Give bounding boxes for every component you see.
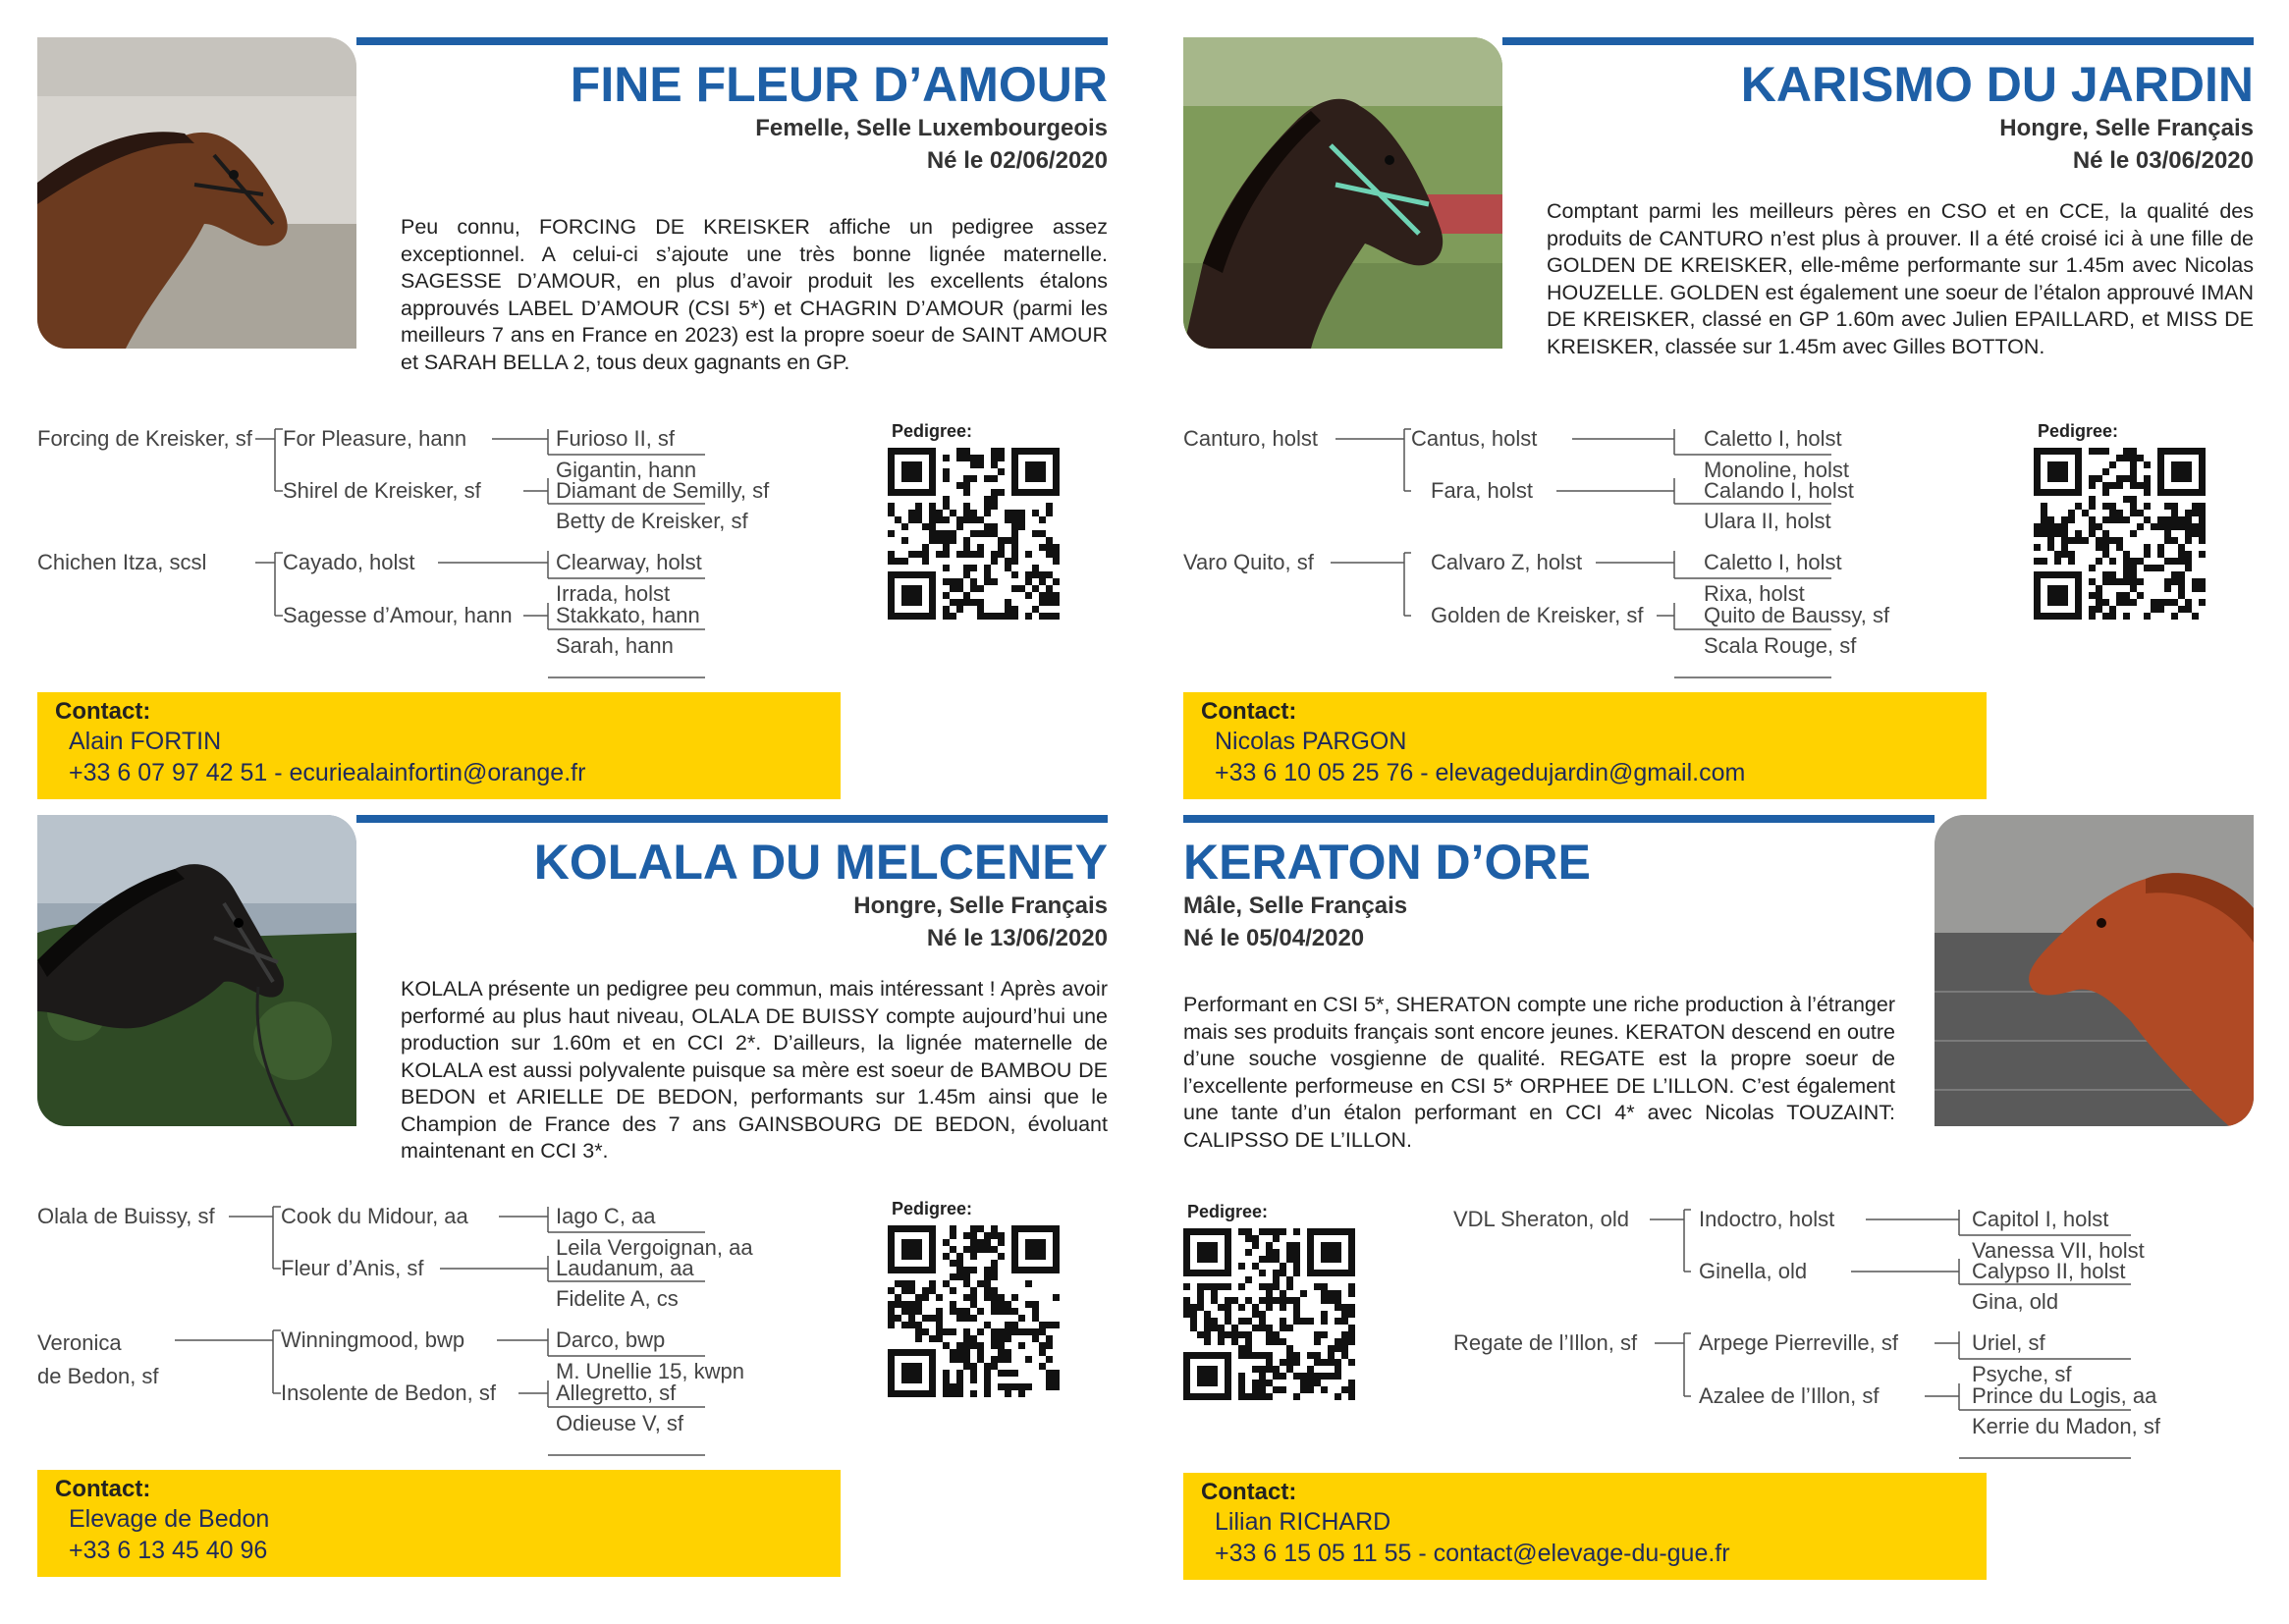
pedigree-gen3: Allegretto, sf	[556, 1380, 677, 1405]
pedigree-gen2: Golden de Kreisker, sf	[1431, 603, 1644, 627]
contact-name: Lilian RICHARD	[1215, 1508, 1391, 1536]
horse-name: KARISMO DU JARDIN	[1740, 57, 2254, 112]
pedigree-gen3: Iago C, aa	[556, 1204, 656, 1228]
pedigree-gen3: Fidelite A, cs	[556, 1286, 679, 1311]
pedigree-gen3: Calypso II, holst	[1972, 1259, 2126, 1283]
horse-description: Peu connu, FORCING DE KREISKER affiche un pedigree assez exceptionnel. A celui-ci s’ajoute une très bonne lignée maternelle. SAGESSE D’AMOUR, en plus d’avoir produit les excellents étalons approuvés LABEL D’AMOUR (CSI 5*) et CHAGRIN D’AMOUR (parmi les meilleurs 7 ans en France en 2023) est la propre soeur de SAINT AMOUR et SARAH BELLA 2, tous deux gagnants en GP.	[401, 215, 1108, 374]
pedigree-connectors	[1183, 425, 2067, 690]
pedigree-gen3: Scala Rouge, sf	[1704, 633, 1857, 658]
pedigree-gen3: Caletto I, holst	[1704, 550, 1842, 574]
horse-card-fine-fleur	[37, 37, 1108, 813]
horse-description: KOLALA présente un pedigree peu commun, mais intéressant ! Après avoir performé au plus haut niveau, OLALA DE BUISSY compte aujourd’hui une production sur 1.60m et en CCI 2*. D’ailleurs, la lignée maternelle de KOLALA est aussi polyvalente puisque sa mère est soeur de BAMBOU DE BEDON et ARIELLE DE BEDON, performants sur 1.45m ainsi que le Champion de France des 7 ans GAINSBOURG DE BEDON, évoluant maintenant en CCI 3*.	[401, 977, 1108, 1163]
pedigree-tree	[1183, 425, 2067, 690]
pedigree-qr-block	[888, 1198, 1064, 1397]
pedigree-connectors	[37, 1203, 921, 1468]
pedigree-sire: Forcing de Kreisker, sf	[37, 426, 252, 451]
pedigree-gen3: Prince du Logis, aa	[1972, 1383, 2157, 1408]
contact-phone-email[interactable]: +33 6 15 05 11 55 - contact@elevage-du-gue.fr	[1215, 1540, 1730, 1567]
pedigree-gen3: Stakkato, hann	[556, 603, 700, 627]
contact-box	[1183, 1473, 1987, 1580]
horse-card-keraton	[1183, 815, 2254, 1591]
horse-name: FINE FLEUR D’AMOUR	[570, 57, 1108, 112]
pedigree-dam: Veronica de Bedon, sf	[37, 1330, 159, 1388]
horse-card-kolala	[37, 815, 1108, 1591]
pedigree-gen2: Cayado, holst	[283, 550, 415, 574]
contact-name: Nicolas PARGON	[1215, 728, 1407, 755]
pedigree-gen3: M. Unellie 15, kwpn	[556, 1359, 744, 1383]
pedigree-gen3: Monoline, holst	[1704, 458, 1849, 482]
pedigree-gen2: Fleur d’Anis, sf	[281, 1256, 424, 1280]
pedigree-gen2: Insolente de Bedon, sf	[281, 1380, 496, 1405]
qr-code-icon[interactable]	[888, 1225, 1060, 1397]
horse-name: KERATON D’ORE	[1183, 835, 1591, 890]
title-rule	[356, 815, 1108, 823]
sex-breed: Hongre, Selle Français	[853, 893, 1108, 919]
pedigree-gen3: Vanessa VII, holst	[1972, 1238, 2145, 1263]
birth-date: Né le 13/06/2020	[926, 925, 1108, 951]
pedigree-gen3: Gigantin, hann	[556, 458, 697, 482]
contact-heading: Contact:	[1201, 1479, 1297, 1505]
contact-name: Elevage de Bedon	[69, 1505, 270, 1533]
contact-phone-email[interactable]: +33 6 07 97 42 51 - ecuriealainfortin@orange.fr	[69, 759, 586, 786]
pedigree-gen2: Arpege Pierreville, sf	[1699, 1330, 1898, 1355]
pedigree-qr-label: Pedigree:	[2038, 421, 2119, 441]
pedigree-gen2: Azalee de l’Illon, sf	[1699, 1383, 1880, 1408]
pedigree-gen3: Irrada, holst	[556, 581, 671, 606]
dark-bay-horse-photo	[1183, 37, 1502, 349]
pedigree-gen3: Laudanum, aa	[556, 1256, 694, 1280]
horse-photo	[1935, 815, 2254, 1126]
pedigree-qr-block	[888, 420, 1064, 620]
contact-heading: Contact:	[1201, 698, 1297, 725]
qr-code-icon[interactable]	[1183, 1228, 1355, 1400]
horse-description: Performant en CSI 5*, SHERATON compte une riche production à l’étranger mais ses produits français sont encore jeunes. KERATON descend en outre d’une souche vosgienne de qualité. REGATE est la propre soeur de l’excellente performeuse en CSI 5* ORPHEE DE L’ILLON. C’est également une tante d’un étalon performant en CCI 4* avec Nicolas TOUZAINT: CALIPSSO DE L’ILLON.	[1183, 993, 1895, 1152]
pedigree-gen3: Kerrie du Madon, sf	[1972, 1414, 2160, 1438]
horse-photo	[37, 37, 356, 349]
bay-horse-photo	[37, 37, 356, 349]
pedigree-gen2: Indoctro, holst	[1699, 1207, 1835, 1231]
horse-name: KOLALA DU MELCENEY	[533, 835, 1108, 890]
contact-heading: Contact:	[55, 1476, 151, 1502]
birth-date: Né le 05/04/2020	[1183, 925, 1365, 951]
horse-card-karismo	[1183, 37, 2254, 813]
horse-photo	[1183, 37, 1502, 349]
pedigree-gen2: For Pleasure, hann	[283, 426, 467, 451]
pedigree-tree	[37, 1203, 921, 1468]
pedigree-sire: VDL Sheraton, old	[1453, 1207, 1629, 1231]
qr-code-icon[interactable]	[888, 448, 1060, 620]
chestnut-horse-photo	[1935, 815, 2254, 1126]
pedigree-gen3: Capitol I, holst	[1972, 1207, 2109, 1231]
pedigree-gen3: Quito de Baussy, sf	[1704, 603, 1890, 627]
pedigree-qr-label: Pedigree:	[892, 1199, 973, 1218]
pedigree-gen3: Uriel, sf	[1972, 1330, 2045, 1355]
pedigree-dam: Chichen Itza, scsl	[37, 550, 207, 574]
sex-breed: Hongre, Selle Français	[1999, 115, 2254, 141]
title-rule	[1183, 815, 1935, 823]
contact-phone-email[interactable]: +33 6 13 45 40 96	[69, 1537, 268, 1564]
pedigree-gen3: Ulara II, holst	[1704, 509, 1831, 533]
pedigree-qr-label: Pedigree:	[892, 421, 973, 441]
pedigree-qr-block	[2034, 420, 2210, 620]
pedigree-gen3: Diamant de Semilly, sf	[556, 478, 770, 503]
sex-breed: Mâle, Selle Français	[1183, 893, 1408, 919]
sex-breed: Femelle, Selle Luxembourgeois	[755, 115, 1108, 141]
title-rule	[1502, 37, 2254, 45]
pedigree-gen3: Rixa, holst	[1704, 581, 1805, 606]
pedigree-dam: Varo Quito, sf	[1183, 550, 1314, 574]
pedigree-sire: Canturo, holst	[1183, 426, 1318, 451]
horse-photo	[37, 815, 356, 1126]
pedigree-qr-block	[1183, 1201, 1360, 1400]
contact-name: Alain FORTIN	[69, 728, 222, 755]
pedigree-gen3: Psyche, sf	[1972, 1362, 2072, 1386]
pedigree-tree	[37, 425, 921, 690]
pedigree-gen2: Calvaro Z, holst	[1431, 550, 1583, 574]
pedigree-sire: Olala de Buissy, sf	[37, 1204, 215, 1228]
contact-phone-email[interactable]: +33 6 10 05 25 76 - elevagedujardin@gmail.com	[1215, 759, 1746, 786]
pedigree-gen2: Cook du Midour, aa	[281, 1204, 468, 1228]
pedigree-gen3: Leila Vergoignan, aa	[556, 1235, 753, 1260]
pedigree-gen3: Gina, old	[1972, 1289, 2059, 1314]
pedigree-gen3: Calando I, holst	[1704, 478, 1854, 503]
contact-box	[1183, 692, 1987, 799]
contact-box	[37, 1470, 841, 1577]
pedigree-dam: Regate de l’Illon, sf	[1453, 1330, 1638, 1355]
birth-date: Né le 03/06/2020	[2072, 147, 2254, 174]
pedigree-gen2: Fara, holst	[1431, 478, 1533, 503]
pedigree-gen3: Darco, bwp	[556, 1327, 666, 1352]
pedigree-gen3: Caletto I, holst	[1704, 426, 1842, 451]
pedigree-gen2: Ginella, old	[1699, 1259, 1808, 1283]
pedigree-qr-label: Pedigree:	[1187, 1202, 1269, 1221]
qr-code-icon[interactable]	[2034, 448, 2206, 620]
pedigree-gen3: Sarah, hann	[556, 633, 674, 658]
pedigree-gen2: Winningmood, bwp	[281, 1327, 465, 1352]
pedigree-gen3: Odieuse V, sf	[556, 1411, 684, 1435]
pedigree-gen2: Shirel de Kreisker, sf	[283, 478, 481, 503]
horse-description: Comptant parmi les meilleurs pères en CSO et en CCE, la qualité des produits de CANTURO n’est plus à prouver. Il a été croisé ici à une fille de GOLDEN DE KREISKER, elle-même performante sur 1.45m avec Nicolas HOUZELLE. GOLDEN est également une soeur de l’étalon approuvé IMAN DE KREISKER, classé en GP 1.60m avec Julien EPAILLARD, et MISS DE KREISKER, classée sur 1.45m avec Gilles BOTTON.	[1547, 199, 2254, 358]
pedigree-gen2: Cantus, holst	[1411, 426, 1538, 451]
title-rule	[356, 37, 1108, 45]
birth-date: Né le 02/06/2020	[926, 147, 1108, 174]
pedigree-gen3: Clearway, holst	[556, 550, 702, 574]
black-horse-photo	[37, 815, 356, 1126]
pedigree-tree	[1453, 1206, 2239, 1471]
contact-box	[37, 692, 841, 799]
contact-heading: Contact:	[55, 698, 151, 725]
pedigree-gen3: Betty de Kreisker, sf	[556, 509, 748, 533]
pedigree-gen2: Sagesse d’Amour, hann	[283, 603, 513, 627]
pedigree-gen3: Furioso II, sf	[556, 426, 676, 451]
